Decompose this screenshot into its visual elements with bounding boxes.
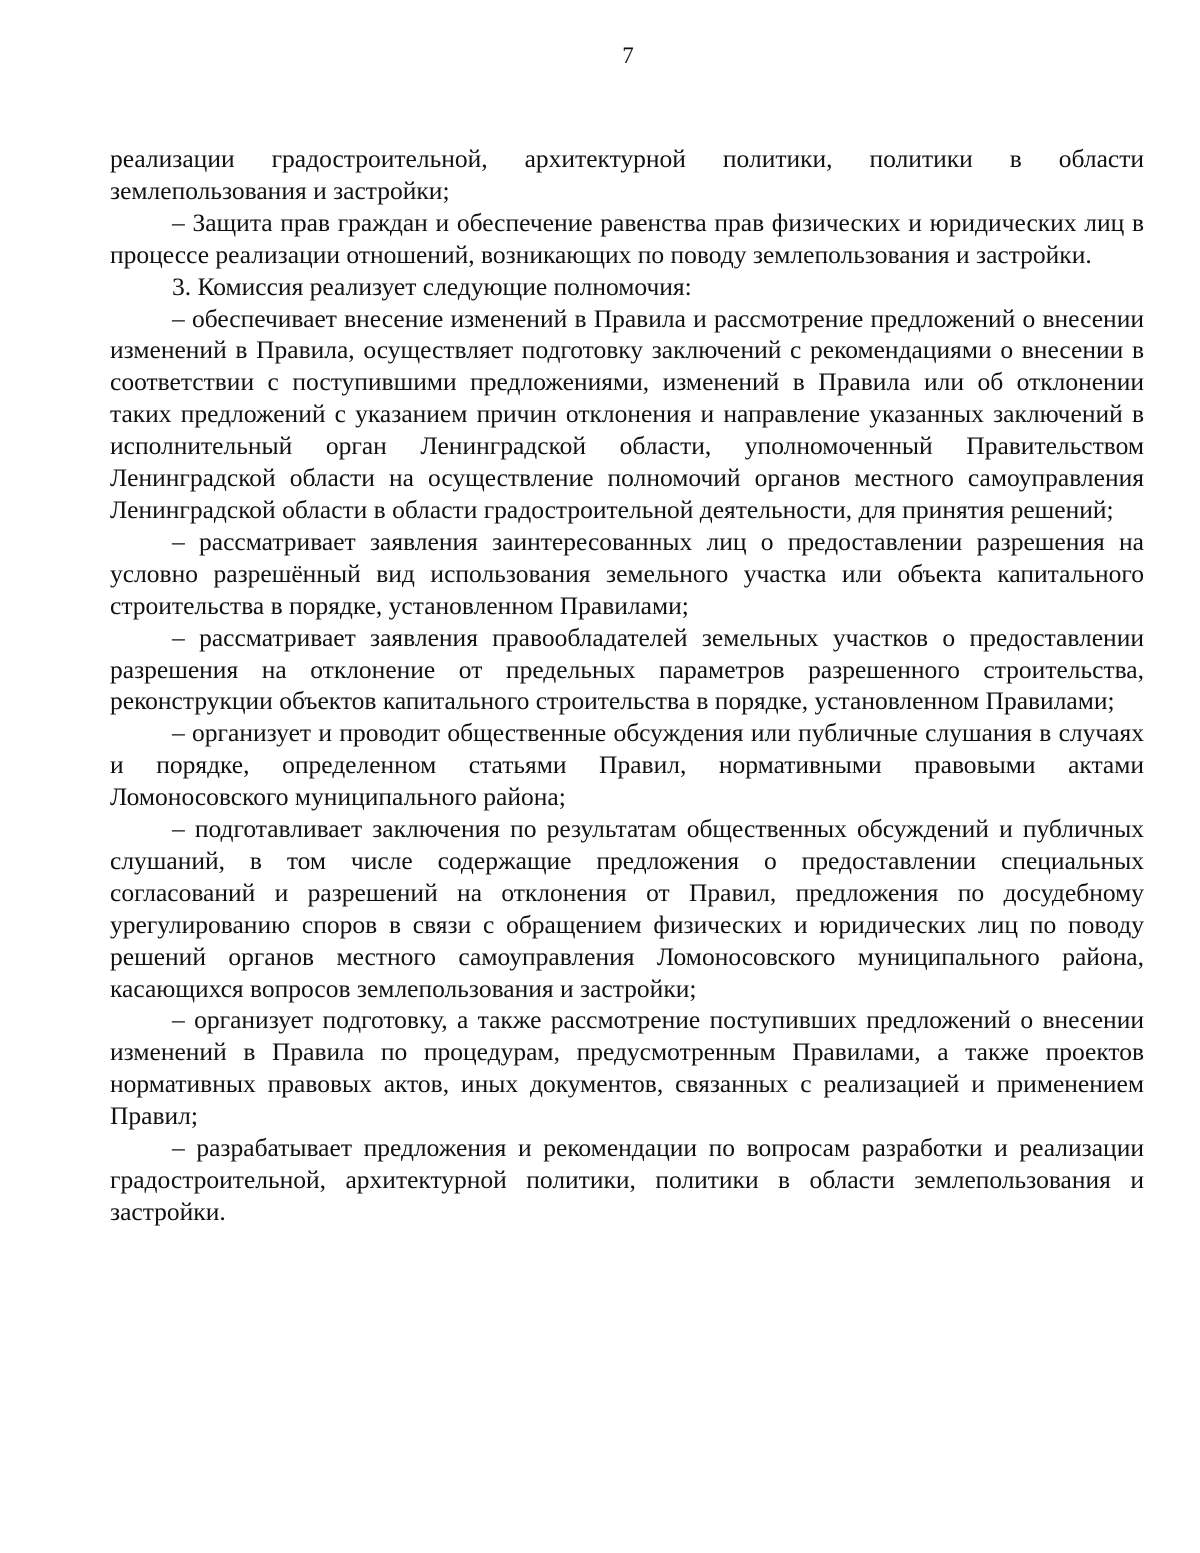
paragraph-power-proposals-review: – организует подготовку, а также рассмотрение поступивших предложений о внесении изменений в Правила по процедурам, предусмотренным Правилами, а также проектов нормативных правовых актов, иных документов, связанных с реализацией и применением Правил; — [110, 1005, 1144, 1131]
paragraph-continuation: реализации градостроительной, архитектурной политики, политики в области землепользования и застройки; — [110, 144, 1144, 205]
paragraph-power-parameter-deviation: – рассматривает заявления правообладателей земельных участков о предоставлении разрешения на отклонение от предельных параметров разрешенного строительства, реконструкции объектов капитального строительства в порядке, установленном Правилами; — [110, 622, 1144, 716]
paragraph-power-conditional-use: – рассматривает заявления заинтересованных лиц о предоставлении разрешения на условно разрешённый вид использования земельного участка или объекта капитального строительства в порядке, установленном Правилами; — [110, 526, 1144, 620]
page-number: 7 — [622, 43, 634, 68]
document-body — [110, 143, 1144, 1228]
paragraph-power-public-hearings: – организует и проводит общественные обсуждения или публичные слушания в случаях и порядке, определенном статьями Правил, нормативными правовыми актами Ломоносовского муниципального района; — [110, 718, 1144, 812]
paragraph-power-conclusions: – подготавливает заключения по результатам общественных обсуждений и публичных слушаний, в том числе содержащие предложения о предоставлении специальных согласований и разрешений на отклонения от Правил, предложения по досудебному урегулированию споров в связи с обращением физических и юридических лиц по поводу решений органов местного самоуправления Ломоносовского муниципального района, касающихся вопросов землепользования и застройки; — [110, 814, 1144, 1003]
paragraph-rights-protection: – Защита прав граждан и обеспечение равенства прав физических и юридических лиц в процессе реализации отношений, возникающих по поводу землепользования и застройки. — [110, 207, 1144, 269]
paragraph-commission-powers-heading: 3. Комиссия реализует следующие полномочия: — [172, 271, 692, 301]
paragraph-power-recommendations: – разрабатывает предложения и рекомендации по вопросам разработки и реализации градостроительной, архитектурной политики, политики в области землепользования и застройки. — [110, 1133, 1144, 1226]
paragraph-power-amendments: – обеспечивает внесение изменений в Правила и рассмотрение предложений о внесении изменений в Правила, осуществляет подготовку заключений с рекомендациями о внесении в соответствии с поступившими предложениями, изменений в Правила или об отклонении таких предложений с указанием причин отклонения и направление указанных заключений в исполнительный орган Ленинградской области, уполномоченный Правительством Ленинградской области на осуществление полномочий органов местного самоуправления Ленинградской области в области градостроительной деятельности, для принятия решений; — [110, 303, 1144, 524]
